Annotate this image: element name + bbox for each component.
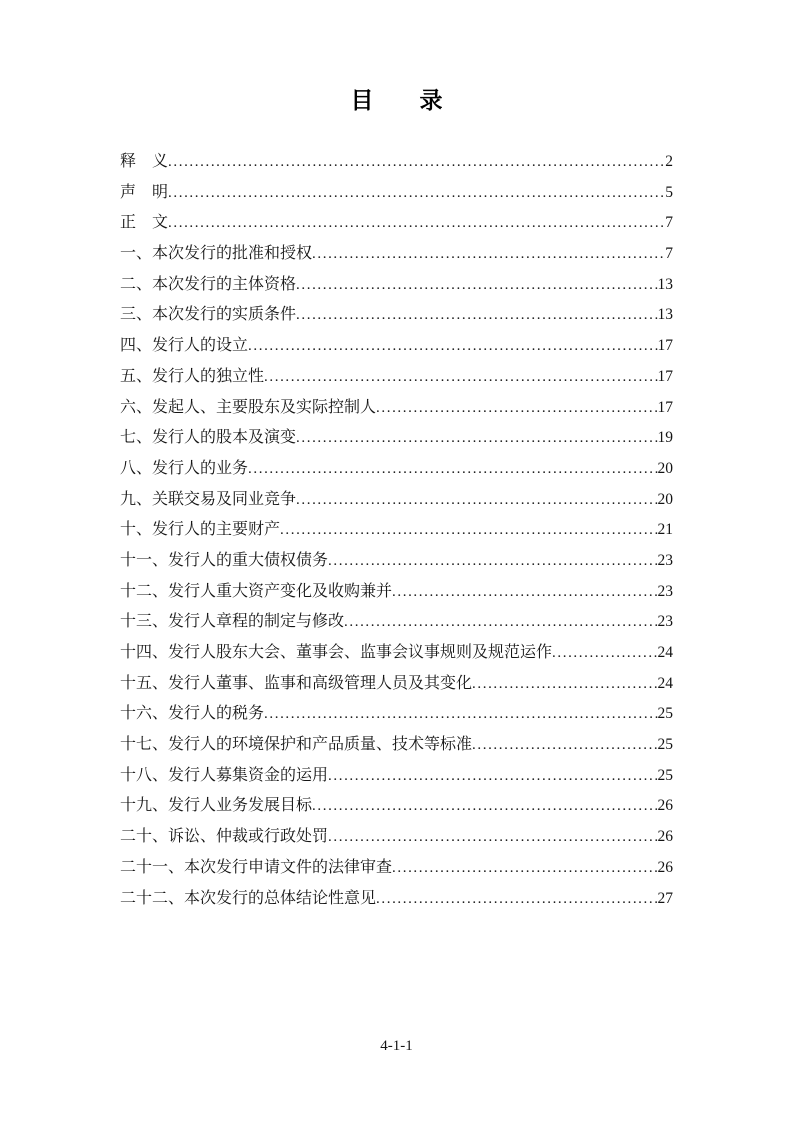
toc-entry-page: 5: [665, 183, 673, 201]
toc-entry: [120, 791, 673, 822]
toc-entry-page: 2: [665, 153, 673, 170]
toc-entry: [120, 485, 673, 516]
dot-leader: [296, 485, 657, 516]
toc-entry: [120, 730, 673, 761]
toc-entry: [120, 454, 673, 485]
dot-leader: [296, 423, 657, 454]
toc-title: 目 录: [350, 88, 443, 113]
toc-entry-page: 24: [657, 674, 673, 692]
dot-leader: [168, 178, 665, 209]
toc-entry-page: 17: [657, 398, 673, 416]
toc-entry-label: 十五、发行人董事、监事和高级管理人员及其变化: [120, 674, 473, 692]
toc-entry-page: 17: [657, 367, 673, 385]
toc-entry-page: 17: [657, 337, 673, 355]
toc-entry: [120, 546, 673, 577]
toc-entry-page: 13: [657, 275, 673, 293]
toc-entry: [120, 699, 673, 730]
dot-leader: [344, 607, 657, 638]
toc-entry-label: 释 义: [120, 153, 169, 170]
toc-entry-page: 20: [657, 459, 673, 477]
dot-leader: [328, 546, 657, 577]
dot-leader: [328, 761, 657, 792]
dot-leader: [552, 638, 657, 669]
toc-entry-label: 二十一、本次发行申请文件的法律审查: [120, 858, 393, 876]
toc-entry-label: 十八、发行人募集资金的运用: [120, 766, 329, 784]
dot-leader: [264, 699, 657, 730]
toc-entry-label: 二十二、本次发行的总体结论性意见: [120, 889, 377, 907]
dot-leader: [392, 853, 657, 884]
toc-entry-page: 26: [657, 828, 673, 846]
toc-entry-label: 十四、发行人股东大会、董事会、监事会议事规则及规范运作: [120, 644, 553, 661]
toc-entry-label: 十七、发行人的环境保护和产品质量、技术等标准: [120, 736, 473, 754]
toc-entry-label: 正 文: [120, 214, 169, 232]
toc-entry-label: 十六、发行人的税务: [120, 705, 265, 723]
toc-entry-page: 24: [657, 644, 673, 661]
toc-entry-page: 27: [657, 889, 673, 907]
toc-entry: [120, 884, 673, 915]
toc-entry: [120, 853, 673, 884]
toc-entry-page: 23: [657, 551, 673, 569]
toc-entry-label: 十三、发行人章程的制定与修改: [120, 613, 345, 631]
toc-entry-label: 八、发行人的业务: [120, 459, 249, 477]
toc-entry-label: 九、关联交易及同业竞争: [120, 490, 297, 508]
toc-entry-label: 十九、发行人业务发展目标: [120, 797, 313, 815]
dot-leader: [248, 454, 657, 485]
toc-entry-label: 六、发起人、主要股东及实际控制人: [120, 398, 377, 416]
dot-leader: [472, 730, 657, 761]
toc-entry: [120, 669, 673, 700]
toc-entry: [120, 300, 673, 331]
toc-entry-page: 20: [657, 490, 673, 508]
dot-leader: [312, 791, 657, 822]
toc-entry-page: 25: [657, 736, 673, 754]
dot-leader: [392, 577, 657, 608]
toc-entry: [120, 393, 673, 424]
dot-leader: [296, 300, 657, 331]
toc-entry: [120, 239, 673, 270]
toc-entry: [120, 178, 673, 209]
dot-leader: [168, 147, 665, 178]
toc-entry-page: 21: [657, 521, 673, 539]
dot-leader: [376, 884, 657, 915]
toc-entry-page: 23: [657, 613, 673, 631]
toc-entry-page: 25: [657, 766, 673, 784]
dot-leader: [328, 822, 657, 853]
toc-entry-label: 三、本次发行的实质条件: [120, 306, 297, 324]
toc-entry-label: 四、发行人的设立: [120, 337, 249, 355]
toc-entry-page: 25: [657, 705, 673, 723]
page-number-footer: 4-1-1: [380, 1038, 413, 1054]
toc-entry: [120, 270, 673, 301]
toc-entry: [120, 515, 673, 546]
toc-entry-page: 13: [657, 306, 673, 324]
toc-entry-label: 五、发行人的独立性: [120, 367, 265, 385]
dot-leader: [168, 208, 665, 239]
toc-entry-page: 19: [657, 429, 673, 447]
toc-entry-page: 26: [657, 858, 673, 876]
toc-entry: [120, 208, 673, 239]
toc-entry: [120, 761, 673, 792]
dot-leader: [312, 239, 665, 270]
toc-entry-label: 七、发行人的股本及演变: [120, 429, 297, 447]
dot-leader: [248, 331, 657, 362]
toc-entry: [120, 607, 673, 638]
dot-leader: [296, 270, 657, 301]
toc-entry: [120, 638, 673, 669]
toc-entry-label: 二、本次发行的主体资格: [120, 275, 297, 293]
dot-leader: [472, 669, 657, 700]
toc-entry: [120, 147, 673, 178]
toc-entry-label: 十一、发行人的重大债权债务: [120, 551, 329, 569]
toc-entry-label: 十二、发行人重大资产变化及收购兼并: [120, 582, 393, 600]
toc-entry-label: 十、发行人的主要财产: [120, 521, 281, 539]
toc-entry-label: 声 明: [120, 183, 169, 201]
toc-entry-page: 7: [665, 245, 673, 263]
toc-entry: [120, 423, 673, 454]
toc-entry-page: 23: [657, 582, 673, 600]
toc-entry-page: 7: [665, 214, 673, 232]
toc-list: [120, 147, 673, 914]
toc-entry: [120, 822, 673, 853]
toc-entry-page: 26: [657, 797, 673, 815]
dot-leader: [264, 362, 657, 393]
dot-leader: [280, 515, 657, 546]
toc-entry: [120, 577, 673, 608]
toc-entry: [120, 362, 673, 393]
toc-entry-label: 一、本次发行的批准和授权: [120, 245, 313, 263]
dot-leader: [376, 393, 657, 424]
toc-entry-label: 二十、诉讼、仲裁或行政处罚: [120, 828, 329, 846]
toc-entry: [120, 331, 673, 362]
